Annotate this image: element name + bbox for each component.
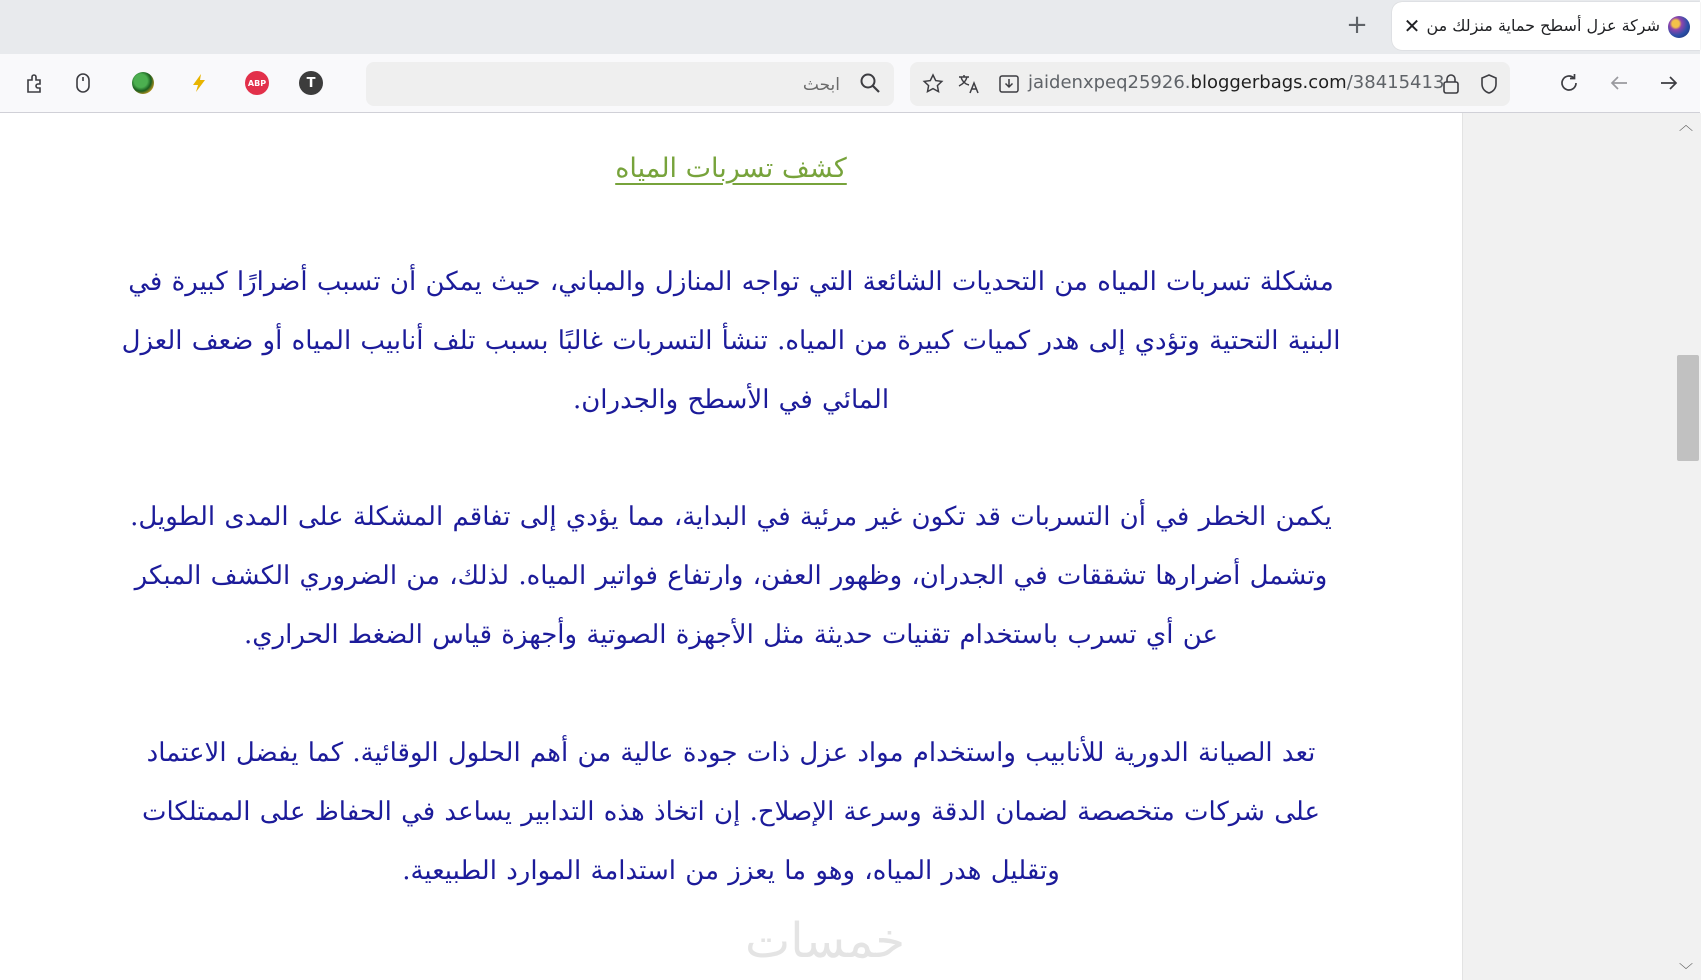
paragraph-2: يكمن الخطر في أن التسربات قد تكون غير مرئية في البداية، مما يؤدي إلى تفاقم المشكلة على المدى الطويل. وتشمل أضرارها تشققات في الجدران، وظهور العفن، وارتفاع فواتير المياه. لذلك، من الضروري الكشف المبكر عن أي تسرب باستخدام تقنيات حديثة مثل الأجهزة الصوتية وأجهزة قياس الضغط الحراري. [130, 502, 1332, 650]
url-path: /38415413 [1346, 72, 1445, 93]
mouse-extension-icon[interactable] [70, 70, 96, 96]
address-bar[interactable] [910, 62, 1510, 106]
paragraph-3: تعد الصيانة الدورية للأنابيب واستخدام مواد عزل ذات جودة عالية من أهم الحلول الوقائية. كما يفضل الاعتماد على شركات متخصصة لضمان الدقة وسرعة الإصلاح. إن اتخاذ هذه التدابير يساعد في الحفاظ على الممتلكات وتقليل هدر المياه، وهو ما يعزز من استدامة الموارد الطبيعية. [142, 738, 1320, 886]
scroll-down-arrow-icon[interactable]: ﹀ [1679, 963, 1693, 979]
bookmark-star-icon[interactable] [920, 71, 946, 97]
scrollbar[interactable] [1462, 113, 1701, 980]
url-text[interactable] [1028, 72, 1445, 96]
extensions-puzzle-icon[interactable] [22, 70, 48, 96]
url-subdomain: jaidenxpeq25926. [1028, 72, 1191, 93]
site-favicon-icon [1668, 16, 1690, 38]
page-content [0, 113, 1462, 980]
back-arrow-icon[interactable] [1606, 70, 1632, 96]
lock-icon[interactable] [1438, 71, 1464, 97]
watermark-logo: خمسات [745, 913, 906, 969]
scroll-up-arrow-icon[interactable]: ︿ [1679, 118, 1693, 134]
scroll-thumb[interactable] [1677, 355, 1699, 461]
adblock-plus-label: ABP [245, 71, 269, 95]
globe-extension-icon[interactable] [130, 70, 156, 96]
browser-toolbar [0, 54, 1700, 113]
search-icon [858, 71, 884, 97]
t-extension-icon[interactable] [298, 70, 324, 96]
reload-icon[interactable] [1556, 70, 1582, 96]
tab-title: شركة عزل أسطح حماية منزلك من [1426, 16, 1660, 35]
tab-close-button[interactable]: ✕ [1403, 14, 1421, 38]
search-input[interactable] [398, 70, 842, 100]
t-extension-label: T [299, 71, 323, 95]
translate-icon[interactable] [956, 71, 982, 97]
adblock-plus-icon[interactable] [244, 70, 270, 96]
new-tab-button[interactable]: + [1346, 10, 1368, 40]
article-title [0, 153, 1462, 184]
tab-strip [0, 0, 1700, 54]
tracking-shield-icon[interactable] [1476, 71, 1502, 97]
paragraph-1: مشكلة تسربات المياه من التحديات الشائعة التي تواجه المنازل والمباني، حيث يمكن أن تسبب أضرارًا كبيرة في البنية التحتية وتؤدي إلى هدر كميات كبيرة من المياه. تنشأ التسربات غالبًا بسبب تلف أنابيب المياه أو ضعف العزل المائي في الأسطح والجدران. [121, 267, 1341, 415]
active-tab[interactable] [1392, 2, 1700, 50]
install-app-icon[interactable] [996, 71, 1022, 97]
lightning-extension-icon[interactable] [186, 70, 212, 96]
forward-arrow-icon[interactable] [1656, 70, 1682, 96]
url-domain: bloggerbags.com [1190, 72, 1347, 93]
search-box[interactable] [366, 62, 894, 106]
article-title-link[interactable]: كشف تسربات المياه [615, 153, 847, 184]
